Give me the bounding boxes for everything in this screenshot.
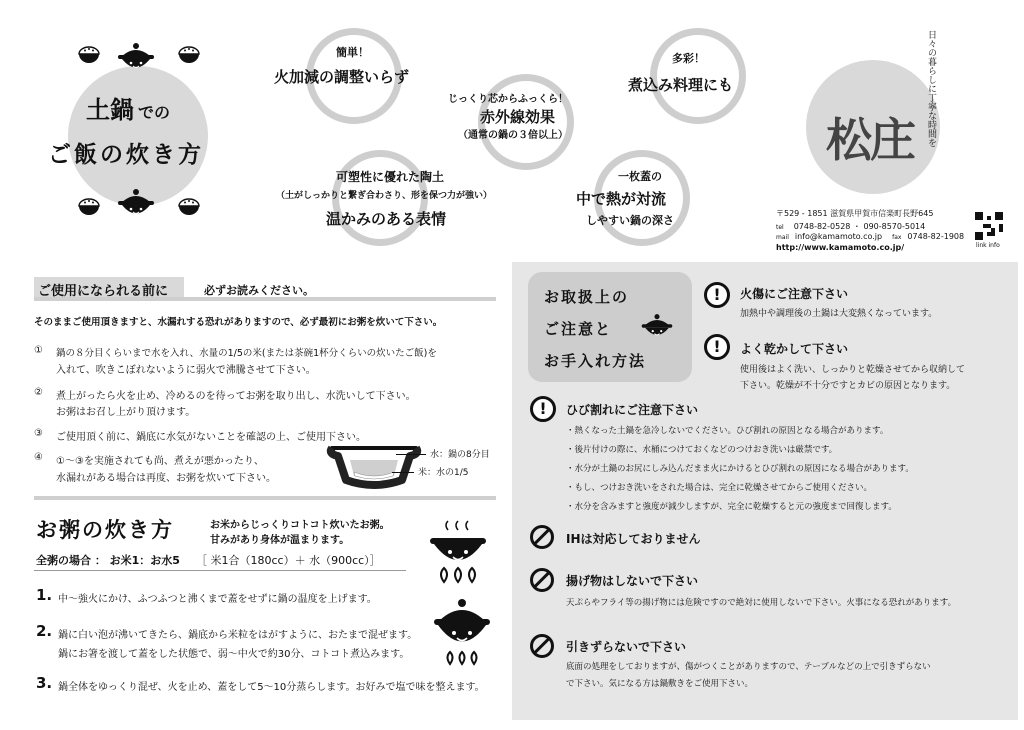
feature-sub: しやすい鍋の深さ — [586, 214, 674, 227]
rice-bowl-icon — [78, 198, 100, 216]
pot-on-fire-icon — [426, 520, 490, 586]
qr-label: link info — [976, 242, 1000, 249]
drag-body: で下さい。気になる方は鍋敷きをご使用下さい。 — [566, 679, 754, 689]
pot-with-lid-icon — [430, 598, 494, 666]
brand-logo: 松庄 — [826, 113, 914, 167]
feature-tag: じっくり芯からふっくら！ — [448, 94, 568, 105]
clay-pot-icon — [116, 42, 156, 72]
rice-bowl-icon — [178, 198, 200, 216]
step-number: ③ — [34, 428, 43, 439]
brand-url[interactable]: http://www.kamamoto.co.jp/ — [776, 243, 905, 252]
okayu-step-number: 3. — [36, 674, 53, 692]
prohibited-icon — [530, 634, 554, 658]
step-number: ④ — [34, 452, 43, 463]
feature-main: 煮込み料理にも — [628, 76, 734, 94]
crack-item: ・水分を含みますと強度が減少しますが、完全に乾燥すると元の強度まで回復します。 — [566, 502, 897, 512]
drag-head: 引きずらないで下さい — [566, 640, 687, 654]
okayu-step-text: 鍋に白い泡が沸いてきたら、鍋底から米粒をはがすように、おたまで混ぜます。 — [58, 630, 418, 641]
crack-item: ・後片付けの際に、水桶につけておくなどのつけおき洗いは厳禁です。 — [566, 445, 838, 455]
pot-diagram — [324, 442, 424, 490]
brand-mail: mail info@kamamoto.co.jp fax 0748-82-1908 — [776, 232, 965, 241]
rice-bowl-icon — [178, 46, 200, 64]
feature-tag: 可塑性に優れた陶土 — [336, 170, 445, 184]
diagram-water-label: 水：鍋の8分目 — [430, 450, 490, 460]
brand-tagline: 日々の暮らしに丁寧な時間を — [926, 30, 936, 147]
crack-item: ・熱くなった土鍋を急冷しないでください。ひび割れの原因となる場合があります。 — [566, 426, 889, 436]
care-item-head: よく乾かして下さい — [740, 342, 849, 356]
clay-pot-icon — [116, 188, 156, 218]
brand-address: 〒529 - 1851 滋賀県甲賀市信楽町長野645 — [776, 209, 934, 218]
okayu-desc: お米からじっくりコトコト炊いたお粥。 — [210, 520, 390, 531]
prohibited-icon — [530, 525, 554, 549]
step-number: ① — [34, 345, 43, 356]
feature-main: 中で熱が対流 — [576, 190, 667, 208]
warning-icon: ! — [530, 396, 556, 422]
step-number: ② — [34, 387, 43, 398]
okayu-step-text: 鍋全体をゆっくり混ぜ、火を止め、蓋をして5〜10分蒸らします。お好みで塩で味を整えます。 — [58, 682, 485, 693]
okayu-title: お粥の炊き方 — [36, 518, 174, 542]
step-text: お粥はお召し上がり頂けます。 — [56, 407, 196, 418]
feature-tag: 簡単！ — [336, 46, 369, 59]
feature-sub: （土がしっかりと繋ぎ合わさり、形を保つ力が強い） — [276, 191, 493, 201]
rice-bowl-icon — [78, 46, 100, 64]
before-use-intro: そのままご使用頂きますと、水漏れする恐れがありますので、必ず最初にお粥を炊いて下さい。 — [34, 317, 443, 328]
step-text: 煮上がったら火を止め、冷めるのを待ってお粥を取り出し、水洗いして下さい。 — [56, 391, 416, 402]
care-title: お手入れ方法 — [544, 352, 647, 370]
okayu-desc: 甘みがあり身体が温まります。 — [210, 535, 350, 546]
step-text: 入れて、吹きこぼれないように弱火で沸騰させて下さい。 — [56, 365, 316, 376]
diagram-rice-label: 米：水の1/5 — [418, 468, 469, 478]
crack-head: ひび割れにご注意下さい — [566, 403, 699, 417]
care-item-head: 火傷にご注意下さい — [740, 287, 849, 301]
okayu-ratio-detail: ［ 米1合（180cc）＋ 水（900cc）］ — [196, 554, 381, 567]
okayu-ratio: 全粥の場合 ： お米1：お水5 — [36, 554, 180, 567]
before-use-note: 必ずお読みください。 — [204, 284, 314, 297]
divider — [34, 570, 406, 571]
feature-main: 温かみのある表情 — [326, 210, 447, 228]
feature-tag: 多彩！ — [672, 52, 705, 65]
divider — [34, 496, 496, 500]
step-text: 水漏れがある場合は再度、お粥を炊いて下さい。 — [56, 473, 276, 484]
care-item-body: 加熱中や調理後の土鍋は大変熱くなっています。 — [740, 309, 938, 319]
warning-icon: ! — [704, 334, 730, 360]
crack-item: ・水分が土鍋のお尻にしみ込んだまま火にかけるとひび割れの原因になる場合があります。 — [566, 464, 914, 474]
brand-tel: tel 0748-82-0528 ・ 090-8570-5014 — [776, 222, 926, 231]
drag-body: 底面の処理をしておりますが、傷がつくことがありますので、テーブルなどの上で引きずらない — [566, 662, 931, 672]
fry-head: 揚げ物はしないで下さい — [566, 574, 699, 588]
step-text: ご使用頂く前に、鍋底に水気がないことを確認の上、ご使用下さい。 — [56, 432, 366, 443]
ih-note: IHは対応しておりません — [566, 532, 701, 546]
prohibited-icon — [530, 568, 554, 592]
care-title: お取扱上の — [544, 288, 630, 306]
qr-code-icon[interactable] — [975, 212, 1003, 240]
feature-sub: （通常の鍋の３倍以上） — [458, 130, 568, 141]
hero-title-line1: 土鍋 での — [86, 96, 171, 124]
okayu-step-text: 中〜強火にかけ、ふつふつと沸くまで蓋をせずに鍋の温度を上げます。 — [58, 594, 377, 605]
before-use-heading: ご使用になられる前に — [38, 284, 169, 299]
fry-body: 天ぷらやフライ等の揚げ物には危険ですので絶対に使用しないで下さい。火事になる恐れがあります。 — [566, 598, 957, 608]
care-item-body: 下さい。乾燥が不十分ですとカビの原因となります。 — [740, 381, 956, 391]
diagram-line-rice — [392, 472, 414, 473]
diagram-line-water — [396, 454, 426, 455]
care-title: ご注意と — [544, 320, 613, 338]
feature-tag: 一枚蓋の — [618, 170, 662, 183]
crack-item: ・もし、つけおき洗いをされた場合は、完全に乾燥させてからご使用ください。 — [566, 483, 873, 493]
okayu-step-text: 鍋にお箸を渡して蓋をした状態で、弱〜中火で約30分、コトコト煮込みます。 — [58, 649, 410, 660]
hero-title-line2: ご飯の炊き方 — [48, 142, 204, 168]
feature-main: 赤外線効果 — [480, 108, 556, 126]
step-text: ①〜③を実施されても尚、煮えが悪かったり、 — [56, 456, 264, 467]
step-text: 鍋の８分目くらいまで水を入れ、水量の1/5の米(または茶碗1杯分くらいの炊いたご飯)を — [56, 348, 437, 359]
feature-main: 火加減の調整いらず — [274, 68, 410, 86]
okayu-step-number: 2. — [36, 622, 53, 640]
okayu-step-number: 1. — [36, 586, 53, 604]
care-item-body: 使用後はよく洗い、しっかりと乾燥させてから収納して — [740, 365, 966, 375]
clay-pot-icon — [640, 312, 674, 340]
warning-icon: ! — [704, 282, 730, 308]
